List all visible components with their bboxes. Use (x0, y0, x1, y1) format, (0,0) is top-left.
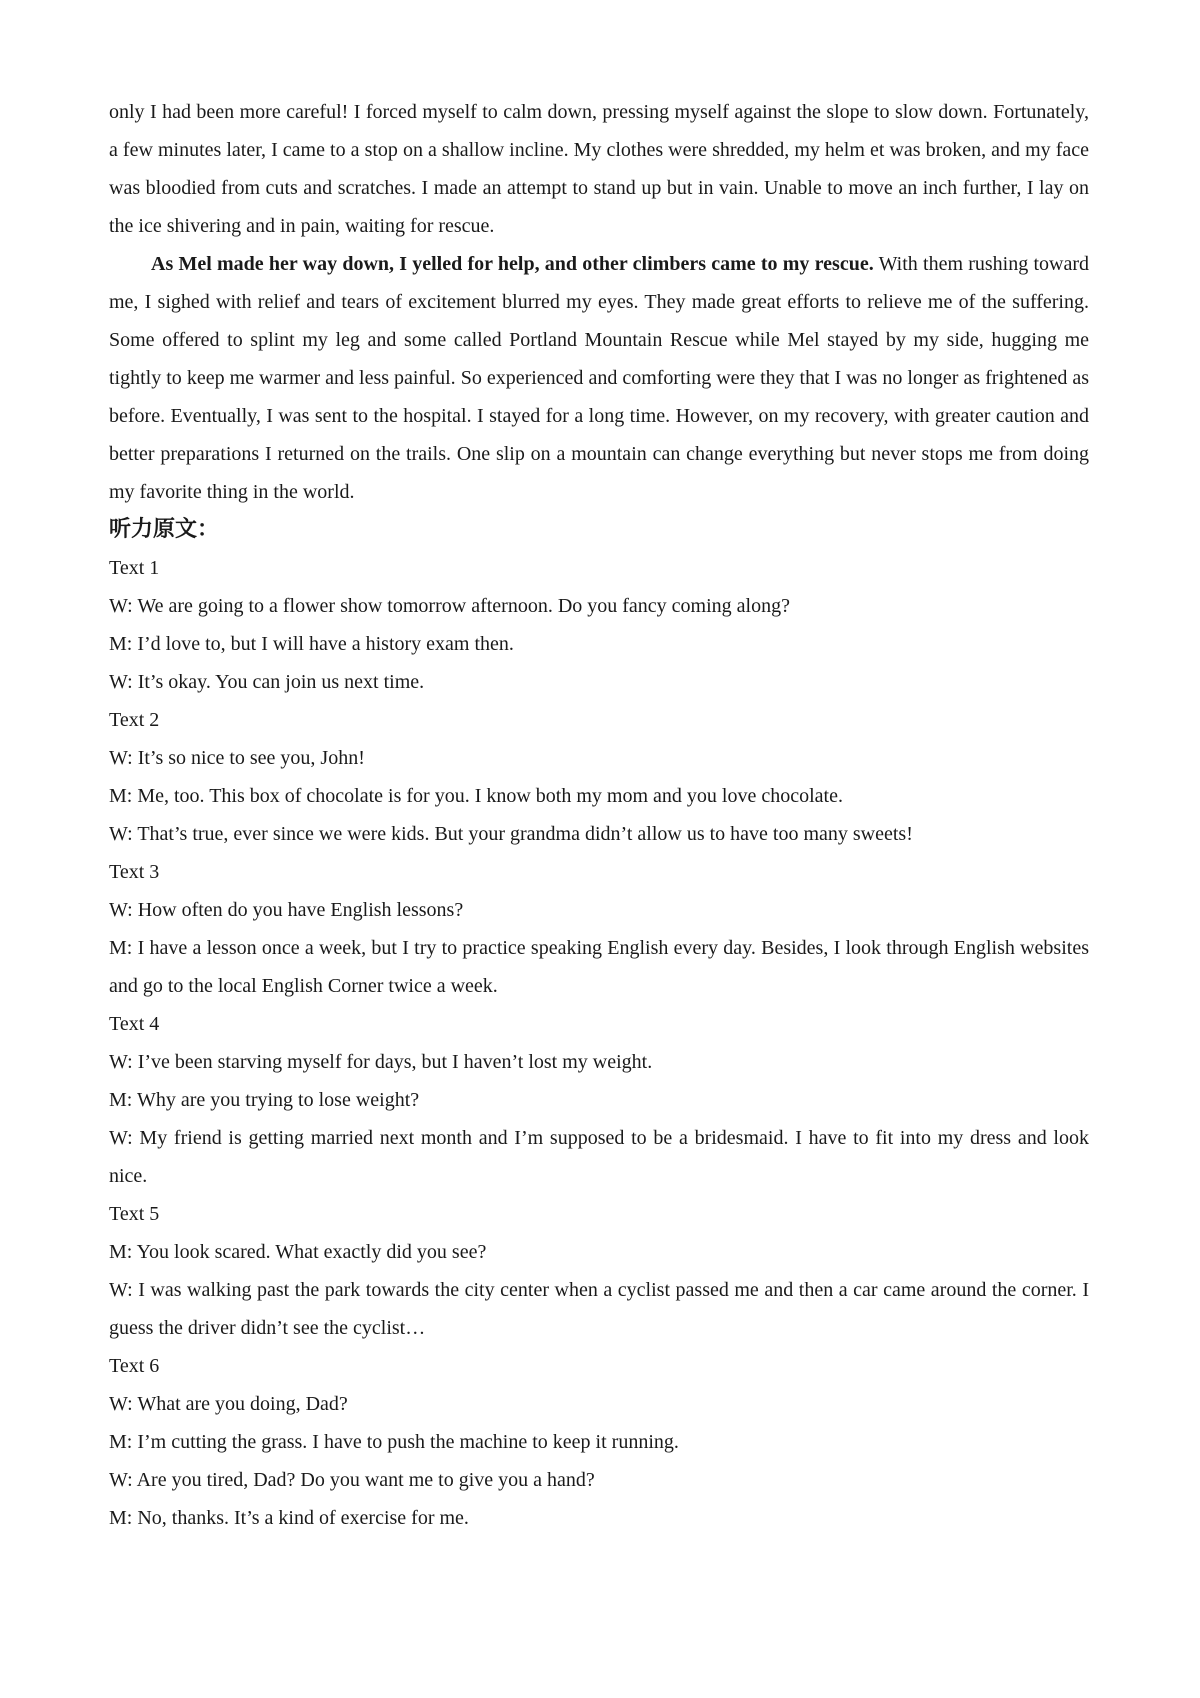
transcript-text-5 (109, 1195, 1089, 1347)
text-label: Text 1 (109, 557, 160, 579)
dialogue-line: M: No, thanks. It’s a kind of exercise for me. (109, 1507, 469, 1529)
dialogue-line: W: That’s true, ever since we were kids. But your grandma didn’t allow us to have too many sweets! (109, 823, 913, 845)
transcript-text-3 (109, 853, 1089, 1005)
story-paragraph-2-body: With them rushing toward me, I sighed with relief and tears of excitement blurred my eyes. They made great efforts to relieve me of the suffering. Some offered to splint my leg and some called Portland Mountain Rescue while Mel stayed by my side, hugging me tightly to keep me warmer and less painful. So experienced and comforting were they that I was no longer as frightened as before. Eventually, I was sent to the hospital. I stayed for a long time. However, on my recovery, with greater caution and better preparations I returned on the trails. One slip on a mountain can change everything but never stops me from doing my favorite thing in the world. (109, 253, 1090, 503)
document-content (109, 93, 1089, 1537)
story-paragraph-1: only I had been more careful! I forced myself to calm down, pressing myself against the slope to slow down. Fortunately, a few minutes later, I came to a stop on a shallow incline. My clothes were shredded, my helm et was broken, and my face was bloodied from cuts and scratches. I made an attempt to stand up but in vain. Unable to move an inch further, I lay on the ice shivering and in pain, waiting for rescue. (109, 101, 1089, 237)
dialogue-line: M: Why are you trying to lose weight? (109, 1089, 420, 1111)
text-label: Text 6 (109, 1355, 160, 1377)
dialogue-line: W: It’s so nice to see you, John! (109, 747, 365, 769)
dialogue-line: M: Me, too. This box of chocolate is for you. I know both my mom and you love chocolate. (109, 785, 843, 807)
text-label: Text 3 (109, 861, 160, 883)
text-label: Text 2 (109, 709, 160, 731)
transcript-heading: 听力原文： (109, 517, 220, 542)
dialogue-line: W: I’ve been starving myself for days, but I haven’t lost my weight. (109, 1051, 653, 1073)
story-paragraph-2-lead: As Mel made her way down, I yelled for help, and other climbers came to my rescue. (151, 253, 874, 275)
dialogue-line: M: I have a lesson once a week, but I try to practice speaking English every day. Besides, I look through English websites and go to the local English Corner twice a week. (109, 937, 1089, 997)
dialogue-line: W: My friend is getting married next month and I’m supposed to be a bridesmaid. I have to fit into my dress and look nice. (109, 1127, 1089, 1187)
dialogue-line: W: It’s okay. You can join us next time. (109, 671, 425, 693)
dialogue-line: W: Are you tired, Dad? Do you want me to give you a hand? (109, 1469, 595, 1491)
transcript-text-2 (109, 701, 1089, 853)
dialogue-line: W: What are you doing, Dad? (109, 1393, 348, 1415)
text-label: Text 4 (109, 1013, 160, 1035)
dialogue-line: W: We are going to a flower show tomorrow afternoon. Do you fancy coming along? (109, 595, 790, 617)
dialogue-line: W: I was walking past the park towards the city center when a cyclist passed me and then a car came around the corner. I guess the driver didn’t see the cyclist… (109, 1279, 1089, 1339)
transcript-text-4 (109, 1005, 1089, 1195)
dialogue-line: M: I’m cutting the grass. I have to push the machine to keep it running. (109, 1431, 679, 1453)
dialogue-line: W: How often do you have English lessons? (109, 899, 464, 921)
transcript-text-6 (109, 1347, 1089, 1537)
transcript-text-1 (109, 549, 1089, 701)
text-label: Text 5 (109, 1203, 160, 1225)
dialogue-line: M: I’d love to, but I will have a history exam then. (109, 633, 514, 655)
story-paragraph-2 (109, 245, 1089, 511)
dialogue-line: M: You look scared. What exactly did you see? (109, 1241, 487, 1263)
